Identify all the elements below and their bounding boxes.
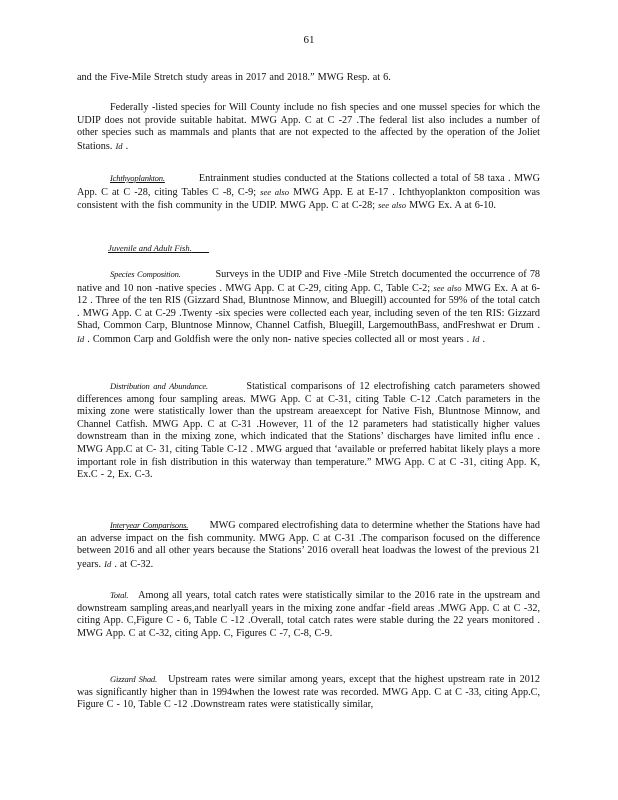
page-number: 61: [303, 34, 315, 46]
paragraph-text: Entrainment studies conducted at the Stations collected a total of 58 taxa . MWG App. C at C -28, citing Tables C -8, C-9;: [77, 173, 541, 198]
paragraph-ichthyoplankton: [77, 172, 540, 213]
subheading-species-composition: Species Composition.: [110, 269, 181, 279]
section-heading-ichthyoplankton: Ichthyoplankton.: [110, 173, 165, 183]
paragraph-species-composition: Species Composition. Surveys in the UDIP and Five -Mile Stretch documented the occurrence of 78 native and 10 non -native species . MWG App. C at C-29, citing App. C, Table C-2; see also MWG Ex. A at 6-12 . Three of the ten RIS (Gizzard Shad, Bluntnose Minnow, and Bluegill) accounted for 59% of the total catch . MWG App. C at C-29 .Twenty -six species were collected each year, including seven of the ten RIS: Gizzard Shad, Common Carp, Bluntnose Minnow, Channel Catfish, Bluegill, LargemouthBass, andFreshwat er Drum . Id . Common Carp and Goldfish were the only non- native species collected all or most years . Id .: [77, 269, 541, 345]
section-heading-juvenile-adult-fish: Juvenile and Adult Fish.: [108, 243, 192, 253]
paragraph-text: . at C-32.: [114, 558, 154, 570]
paragraph-text: Federally -listed species for Will County include no fish species and one mussel species for which the UDIP does not provide suitable habitat. MWG App. C at C -27 .The federal list also includes a number of other species such as mammals and plants that are not expected to the affected by the operation of the Joliet Stations.: [77, 102, 540, 152]
paragraph-continuation: [77, 72, 540, 85]
id-citation: Id: [104, 558, 112, 569]
paragraph-gizzard-shad: [77, 673, 540, 712]
paragraph-distribution-abundance: [77, 380, 540, 482]
paragraph-text: Statistical comparisons of 12 electrofishing catch parameters showed differences among four sampling areas. MWG App. C at C-31, citing Table C-12 .Catch parameters in the mixing zone were statistically lower than the upstream areaexcept for Native Fish, Bluntnose Minnow, and Channel Catfish. MWG App. C at C-31 .However, 11 of the 12 parameters had statistically higher values downstream than in the mixing zone, which indicated that the Stations’ discharges have limited influ ence . MWG App.C at C- 31, citing Table C-12 . MWG argued that ‘available or preferred habitat likely plays a more important role in fish distribution in this waterway than temperature.” MWG App. C at C -31, citing App. K, Ex.C - 2, Ex. C-3.: [77, 381, 540, 481]
paragraph-interyear-comparisons: [77, 519, 540, 571]
paragraph-text: MWG compared electrofishing data to determine whether the Stations have had an adverse impact on the fish community. MWG App. C at C-31 .The comparison focused on the difference between 2016 and all other years because the Stations’ 2016 overall heat loadwas the lowest of the previous 21 years.: [77, 520, 541, 570]
paragraph-text: and the Five-Mile Stretch study areas in 2017 and 2018.” MWG Resp. at 6.: [77, 72, 391, 83]
see-also-signal: see also: [260, 186, 290, 197]
see-also-signal: see also: [378, 200, 407, 211]
paragraph-text: MWG Ex. A at 6-12 . Three of the ten RIS (Gizzard Shad, Bluntnose Minnow, and Bluegill) accounted for 59% of the total catch . MWG App. C at C-29 .Twenty -six species were collected each year, including seven of the ten RIS: Gizzard Shad, Common Carp, Bluntnose Minnow, Channel Catfish, Bluegill, LargemouthBass, andFreshwat er Drum .: [77, 282, 541, 332]
paragraph-text: Surveys in the UDIP and Five -Mile Stretch documented the occurrence of 78 native and 10 non -native species . MWG App. C at C-29, citing App. C, Table C-2;: [77, 269, 541, 294]
paragraph-text: Among all years, total catch rates were statistically similar to the 2016 rate in the upstream and downstream sampling areas,and nearlyall years in the mixing zone andfar -field areas .MWG App. C at C -32, citing App. C,Figure C - 6, Table C -12 .Overall, total catch rates were stable during the 22 years monitored . MWG App. C at C-32, citing App. C, Figures C -7, C-8, C-9.: [77, 590, 540, 639]
id-citation: Id: [115, 140, 123, 151]
paragraph-text: . Common Carp and Goldfish were the only non- native species collected all or most years .: [87, 333, 470, 345]
paragraph-total: [77, 589, 540, 640]
subheading-gizzard-shad: Gizzard Shad.: [110, 674, 157, 684]
paragraph-text: MWG App. E at E-17 . Ichthyoplankton composition was consistent with the fish community in the UDIP. MWG App. C at C-28;: [77, 186, 540, 212]
subheading-total: Total.: [110, 590, 129, 600]
paragraph-federal-species: Federally -listed species for Will County include no fish species and one mussel species for which the UDIP does not provide suitable habitat. MWG App. C at C -27 .The federal list also includes a number of other species such as mammals and plants that are not expected to the affected by the operation of the Joliet Stations. Id .: [77, 102, 540, 152]
see-also-signal: see also: [433, 282, 462, 293]
paragraph-text: MWG Ex. A at 6-10.: [409, 200, 496, 212]
id-citation: Id: [472, 333, 480, 344]
subheading-interyear-comparisons: Interyear Comparisons.: [110, 520, 189, 530]
id-citation: Id: [77, 333, 85, 344]
paragraph-text: Upstream rates were similar among years, except that the highest upstream rate in 2012 was significantly higher than in 1994when the lowest rate was recorded. MWG App. C at C -33, citing App.C, Figure C - 10, Table C -12 .Downstream rates were statistically similar,: [77, 674, 540, 711]
subheading-distribution-abundance: Distribution and Abundance.: [110, 381, 208, 391]
